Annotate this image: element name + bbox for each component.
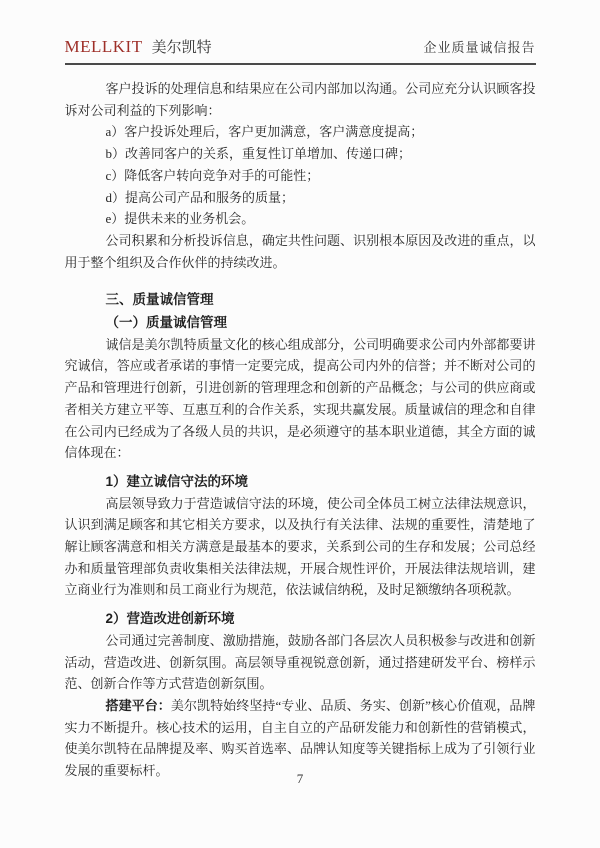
document-body	[65, 78, 536, 782]
innovation-environment-paragraph: 公司通过完善制度、激励措施，鼓励各部门各层次人员积极参与改进和创新活动，营造改进、创新氛围。高层领导重视锐意创新，通过搭建研发平台、榜样示范、创新合作等方式营造创新氛围。	[64, 632, 536, 692]
platform-paragraph-text: 美尔凯特始终坚持“专业、品质、务实、创新”核心价值观，品牌实力不断提升。核心技术的运用，自主自立的产品研发能力和创新性的营销模式，使美尔凯特在品牌提及率、购买首选率、品牌认知度等关键指标上成为了引领行业发展的重要标杆。	[64, 697, 536, 779]
company-logo	[65, 36, 212, 57]
section-heading: 三、质量诚信管理	[105, 292, 214, 308]
integrity-paragraph: 诚信是美尔凯特质量文化的核心组成部分，公司明确要求公司内外部都要讲究诚信，答应或者承诺的事情一定要完成，提高公司内外的信誉；并不断对公司的产品和管理进行创新，引进创新的管理理念和创新的产品概念；与公司的供应商或者相关方建立平等、互惠互利的合作关系，实现共赢发展。质量诚信的理念和自律在公司内已经成为了各级人员的共识，是必须遵守的基本职业道德，其全方面的诚信体现在：	[64, 336, 536, 461]
complaint-benefit-item-d: d）提高公司产品和服务的质量；	[105, 189, 295, 205]
law-environment-heading: 1）建立诚信守法的环境	[105, 473, 249, 489]
platform-paragraph	[65, 695, 536, 782]
summary-paragraph: 公司积累和分析投诉信息，确定共性问题、识别根本原因及改进的重点，以用于整个组织及合作伙伴的持续改进。	[64, 232, 536, 270]
brand-cjk-text: 美尔凯特	[151, 40, 212, 56]
complaint-benefit-item-c: c）降低客户转向竞争对手的可能性；	[105, 167, 320, 183]
brand-latin-text: MELLKIT	[64, 37, 143, 56]
platform-lead-label: 搭建平台：	[105, 697, 171, 713]
complaint-benefit-item-b: b）改善同客户的关系，重复性订单增加、传递口碑；	[105, 146, 412, 162]
complaint-benefit-item-a: a）客户投诉处理后，客户更加满意，客户满意度提高；	[105, 124, 424, 140]
report-title: 企业质量诚信报告	[423, 40, 536, 55]
intro-paragraph: 客户投诉的处理信息和结果应在公司内部加以沟通。公司应充分认识顾客投诉对公司利益的下列影响：	[64, 81, 536, 118]
complaint-benefit-item-e: e）提供未来的业务机会。	[105, 211, 255, 227]
subsection-heading: （一）质量诚信管理	[105, 315, 227, 331]
innovation-environment-heading: 2）营造改进创新环境	[105, 611, 235, 627]
law-environment-paragraph: 高层领导致力于营造诚信守法的环境，使公司全体员工树立法律法规意识，认识到满足顾客和其它相关方要求，以及执行有关法律、法规的重要性，清楚地了解让顾客满意和相关方满意是最基本的要求，关系到公司的生存和发展；公司总经办和质量管理部负责收集相关法律法规，开展合规性评价，开展法律法规培训，建立商业行为准则和员工商业行为规范，依法诚信纳税，及时足额缴纳各项税款。	[64, 495, 536, 598]
page-header	[65, 0, 536, 65]
page-number: 7	[296, 771, 304, 786]
